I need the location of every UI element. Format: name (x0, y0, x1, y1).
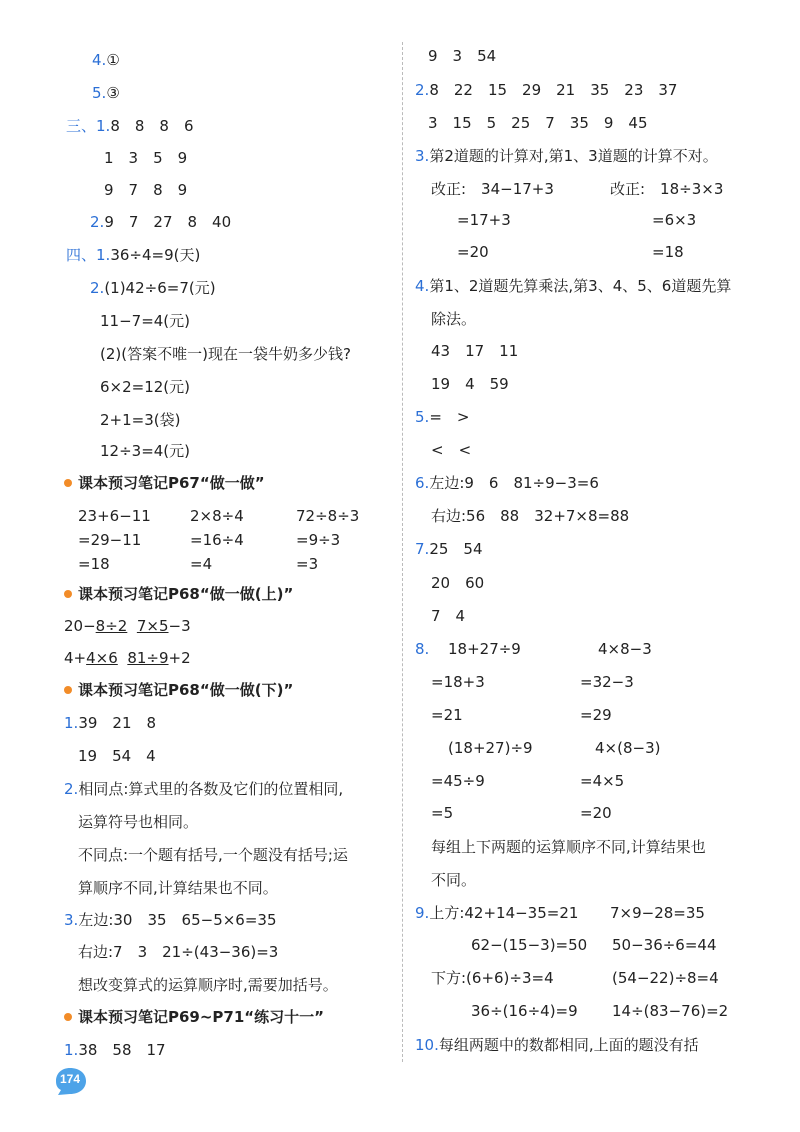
calc-step: 2×8÷4 (190, 507, 244, 525)
item-number: 10. (415, 1036, 439, 1054)
section-heading (64, 680, 293, 700)
calc-step: 上方:42+14−35=21 (429, 904, 579, 922)
answer-text: 第2道题的计算对,第1、3道题的计算不对。 (429, 147, 718, 165)
answer-line: 右边:56 88 32+7×8=88 (431, 507, 630, 525)
answer-line (64, 910, 277, 930)
answer-line: 不同点:一个题有括号,一个题没有括号;运 (78, 846, 348, 864)
heading-dot-icon (64, 590, 72, 598)
underlined-step: 4×6 (86, 649, 118, 667)
answer-line: 43 17 11 (431, 342, 519, 360)
answer-line: 算顺序不同,计算结果也不同。 (78, 879, 278, 897)
heading-text: 课本预习笔记P68“做一做(上)” (78, 585, 294, 603)
answer-line: 右边:7 3 21÷(43−36)=3 (78, 943, 279, 961)
calc-step: 18+27÷9 (448, 640, 521, 658)
answer-line: 9 7 8 9 (104, 181, 188, 199)
item-number: 9. (415, 904, 430, 922)
item-number: 4. (415, 277, 430, 295)
item-number: 6. (415, 474, 430, 492)
calc-step: =29 (580, 706, 612, 724)
calc-step: =21 (431, 706, 463, 724)
section-number: 四、1. (66, 246, 111, 264)
expr-part: +2 (168, 649, 191, 667)
answer-text: 8 22 15 29 21 35 23 37 (429, 81, 678, 99)
answer-text: 左边:30 35 65−5×6=35 (78, 911, 277, 929)
item-number: 8. (415, 640, 430, 658)
calc-step: 改正: 18÷3×3 (610, 180, 724, 198)
calc-step: =4×5 (580, 772, 625, 790)
heading-dot-icon (64, 479, 72, 487)
item-number: 2. (64, 780, 79, 798)
calc-step: (54−22)÷8=4 (612, 969, 719, 987)
calc-step: =3 (296, 555, 319, 573)
answer-line: 11−7=4(元) (100, 312, 191, 330)
calc-step: 23+6−11 (78, 507, 151, 525)
answer-text: 9 7 27 8 40 (104, 213, 232, 231)
right-column (405, 0, 800, 1132)
answer-text: 相同点:算式里的各数及它们的位置相同, (78, 780, 344, 798)
answer-line (90, 278, 216, 298)
calc-step: =45÷9 (431, 772, 485, 790)
answer-line (415, 407, 469, 427)
answer-line: 除法。 (431, 310, 477, 328)
calc-step: =20 (580, 804, 612, 822)
answer-line (415, 473, 599, 493)
calc-step: 62−(15−3)=50 (471, 936, 588, 954)
calc-step: =6×3 (652, 211, 697, 229)
section-heading (64, 584, 293, 604)
calc-step: 36÷(16÷4)=9 (471, 1002, 578, 1020)
calc-step: =18+3 (431, 673, 485, 691)
calc-step: 4×8−3 (598, 640, 652, 658)
heading-dot-icon (64, 686, 72, 694)
calc-step: =5 (431, 804, 454, 822)
answer-line: 不同。 (431, 871, 477, 889)
underlined-step: 81÷9 (127, 649, 169, 667)
answer-line (415, 903, 578, 923)
answer-line: 9 3 54 (428, 47, 497, 65)
answer-line (90, 212, 231, 232)
answer-line (64, 1040, 166, 1060)
answer-line: 想改变算式的运算顺序时,需要加括号。 (78, 976, 338, 994)
answer-line: 3 15 5 25 7 35 9 45 (428, 114, 648, 132)
calc-step: 4×(8−3) (595, 739, 661, 757)
answer-line (66, 116, 194, 136)
item-number: 2. (415, 81, 430, 99)
answer-line: 7 4 (431, 607, 466, 625)
answer-line: 2+1=3(袋) (100, 411, 181, 429)
calc-step: 下方:(6+6)÷3=4 (431, 969, 554, 987)
answer-line: 19 4 59 (431, 375, 509, 393)
calc-step: =17+3 (457, 211, 511, 229)
item-number: 5. (415, 408, 430, 426)
heading-text: 课本预习笔记P67“做一做” (78, 474, 265, 492)
column-divider (402, 42, 403, 1062)
calc-step: =20 (457, 243, 489, 261)
answer-line: 20 60 (431, 574, 485, 592)
calc-step: 改正: 34−17+3 (431, 180, 554, 198)
section-number: 三、1. (66, 117, 111, 135)
section-heading (64, 473, 265, 493)
item-number: 1. (64, 714, 79, 732)
answer-line (64, 779, 343, 799)
item-number: 5. (92, 84, 107, 102)
item-number: 3. (415, 147, 430, 165)
answer-text: 8 8 8 6 (110, 117, 194, 135)
underlined-step: 8÷2 (95, 617, 128, 635)
item-number: 4. (92, 51, 107, 69)
underlined-step: 7×5 (136, 617, 169, 635)
calc-step: 14÷(83−76)=2 (612, 1002, 729, 1020)
answer-line (415, 276, 731, 296)
answer-line (415, 80, 677, 100)
answer-line: 1 3 5 9 (104, 149, 188, 167)
item-number: 2. (90, 279, 105, 297)
answer-text: 每组两题中的数都相同,上面的题没有括 (438, 1036, 699, 1054)
answer-line (415, 1035, 699, 1055)
page-number: 174 (59, 1072, 81, 1086)
page-number-badge (52, 1066, 88, 1096)
answer-text: 25 54 (429, 540, 483, 558)
answer-text: 36÷4=9(天) (110, 246, 201, 264)
item-number: 2. (90, 213, 105, 231)
answer-text: 38 58 17 (78, 1041, 166, 1059)
answer-line: 12÷3=4(元) (100, 442, 191, 460)
calc-step: 72÷8÷3 (296, 507, 360, 525)
answer-line (415, 146, 718, 166)
item-number: 3. (64, 911, 79, 929)
calc-step: (18+27)÷9 (448, 739, 533, 757)
answer-line (64, 616, 191, 636)
expr-part: 4+ (64, 649, 87, 667)
item-number: 7. (415, 540, 430, 558)
answer-line (64, 713, 156, 733)
answer-line (66, 245, 200, 265)
heading-text: 课本预习笔记P68“做一做(下)” (78, 681, 294, 699)
expr-part: −3 (168, 617, 191, 635)
answer-line: 运算符号也相同。 (78, 813, 199, 831)
calc-step: 7×9−28=35 (610, 904, 705, 922)
answer-line: 19 54 4 (78, 747, 156, 765)
calc-step: =32−3 (580, 673, 634, 691)
answer-text: 左边:9 6 81÷9−3=6 (429, 474, 599, 492)
section-heading (64, 1007, 324, 1027)
answer-line: 每组上下两题的运算顺序不同,计算结果也 (431, 838, 706, 856)
answer-line: (2)(答案不唯一)现在一袋牛奶多少钱? (100, 345, 351, 363)
answer-line (92, 83, 120, 103)
answer-text: 第1、2道题先算乘法,第3、4、5、6道题先算 (429, 277, 732, 295)
answer-text: ③ (106, 84, 120, 102)
calc-step: =18 (78, 555, 110, 573)
answer-line: 6×2=12(元) (100, 378, 191, 396)
answer-line (415, 639, 429, 659)
calc-step: =9÷3 (296, 531, 341, 549)
calc-step: 50−36÷6=44 (612, 936, 717, 954)
expr-part: 20− (64, 617, 96, 635)
heading-dot-icon (64, 1013, 72, 1021)
calc-step: =16÷4 (190, 531, 244, 549)
item-number: 1. (64, 1041, 79, 1059)
answer-text: ① (106, 51, 120, 69)
answer-text: (1)42÷6=7(元) (104, 279, 216, 297)
answer-line: < < (431, 441, 472, 459)
calc-step: =18 (652, 243, 684, 261)
calc-step: =29−11 (78, 531, 142, 549)
answer-text: = > (429, 408, 470, 426)
answer-text: 39 21 8 (78, 714, 157, 732)
answer-line (64, 648, 191, 668)
heading-text: 课本预习笔记P69~P71“练习十一” (78, 1008, 325, 1026)
answer-line (92, 50, 120, 70)
calc-step: =4 (190, 555, 213, 573)
answer-line (415, 539, 483, 559)
